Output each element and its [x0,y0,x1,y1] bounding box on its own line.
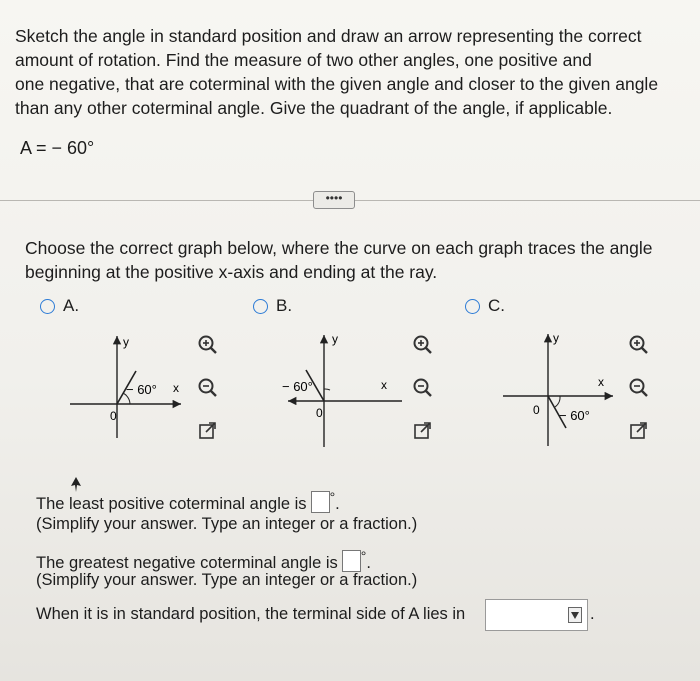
quadrant-dropdown[interactable] [485,599,588,631]
zoom-out-icon[interactable] [197,377,219,399]
greatest-negative-input[interactable] [342,550,361,572]
rotation-arc [555,396,560,407]
problem-line: one negative, that are coterminal with the given angle and closer to the given angle [15,74,659,94]
angle-label: − 60° [282,379,313,394]
graph-option-a [68,328,193,440]
angle-label: − 60° [559,408,590,423]
least-positive-input[interactable] [311,491,330,513]
instructions [25,236,685,284]
graph-a-tools [197,334,219,442]
degree-symbol: ° [360,548,367,564]
period: . [335,495,340,513]
option-b[interactable] [253,296,292,316]
zoom-in-icon[interactable] [628,334,650,356]
problem-statement [15,24,685,120]
graph-b-tools [412,334,434,442]
option-a[interactable] [40,296,79,316]
period: . [590,605,595,623]
greatest-negative-row [36,548,371,573]
quadrant-row [36,605,636,635]
instruction-line: beginning at the positive x-axis and ending at the ray. [25,262,438,282]
x-label: x [598,375,604,389]
quadrant-prompt: When it is in standard position, the terminal side of A lies in [36,605,466,623]
origin-label: 0 [316,406,323,420]
problem-line: amount of rotation. Find the measure of two other angles, one positive and [15,50,592,70]
zoom-out-icon[interactable] [412,377,434,399]
angle-label: − 60° [126,382,157,397]
graph-option-c [503,322,620,450]
simplify-note-1: (Simplify your answer. Type an integer or a fraction.) [36,515,418,533]
option-a-label: A. [63,296,80,315]
problem-line: Sketch the angle in standard position and draw an arrow representing the correct [15,26,642,46]
expand-more-button[interactable]: •••• [313,191,355,209]
degree-symbol: ° [329,489,336,505]
y-label: y [123,335,129,349]
period: . [366,554,371,572]
radio-option-c[interactable] [465,299,480,314]
open-new-window-icon[interactable] [197,420,219,442]
option-b-label: B. [276,296,293,315]
zoom-out-icon[interactable] [628,377,650,399]
open-new-window-icon[interactable] [628,420,650,442]
greatest-negative-prompt: The greatest negative coterminal angle is [36,554,338,572]
open-new-window-icon[interactable] [412,420,434,442]
graph-option-b [280,325,408,450]
origin-label: 0 [533,403,540,417]
x-label: x [381,378,387,392]
zoom-in-icon[interactable] [197,334,219,356]
least-positive-row [36,489,340,514]
y-label: y [553,331,559,345]
zoom-in-icon[interactable] [412,334,434,356]
option-c-label: C. [488,296,505,315]
simplify-note-2: (Simplify your answer. Type an integer or a fraction.) [36,571,418,589]
rotation-arc [324,389,330,390]
y-label: y [332,332,338,346]
instruction-line: Choose the correct graph below, where the curve on each graph traces the angle [25,238,653,258]
radio-option-a[interactable] [40,299,55,314]
radio-option-b[interactable] [253,299,268,314]
least-positive-prompt: The least positive coterminal angle is [36,495,307,513]
graph-c-tools [628,334,650,442]
origin-label: 0 [110,409,117,423]
x-label: x [173,381,179,395]
given-angle: A = − 60° [20,138,95,158]
dropdown-caret-icon[interactable] [568,607,582,623]
problem-line: than any other coterminal angle. Give the quadrant of the angle, if applicable. [15,98,613,118]
option-c[interactable] [465,296,505,316]
